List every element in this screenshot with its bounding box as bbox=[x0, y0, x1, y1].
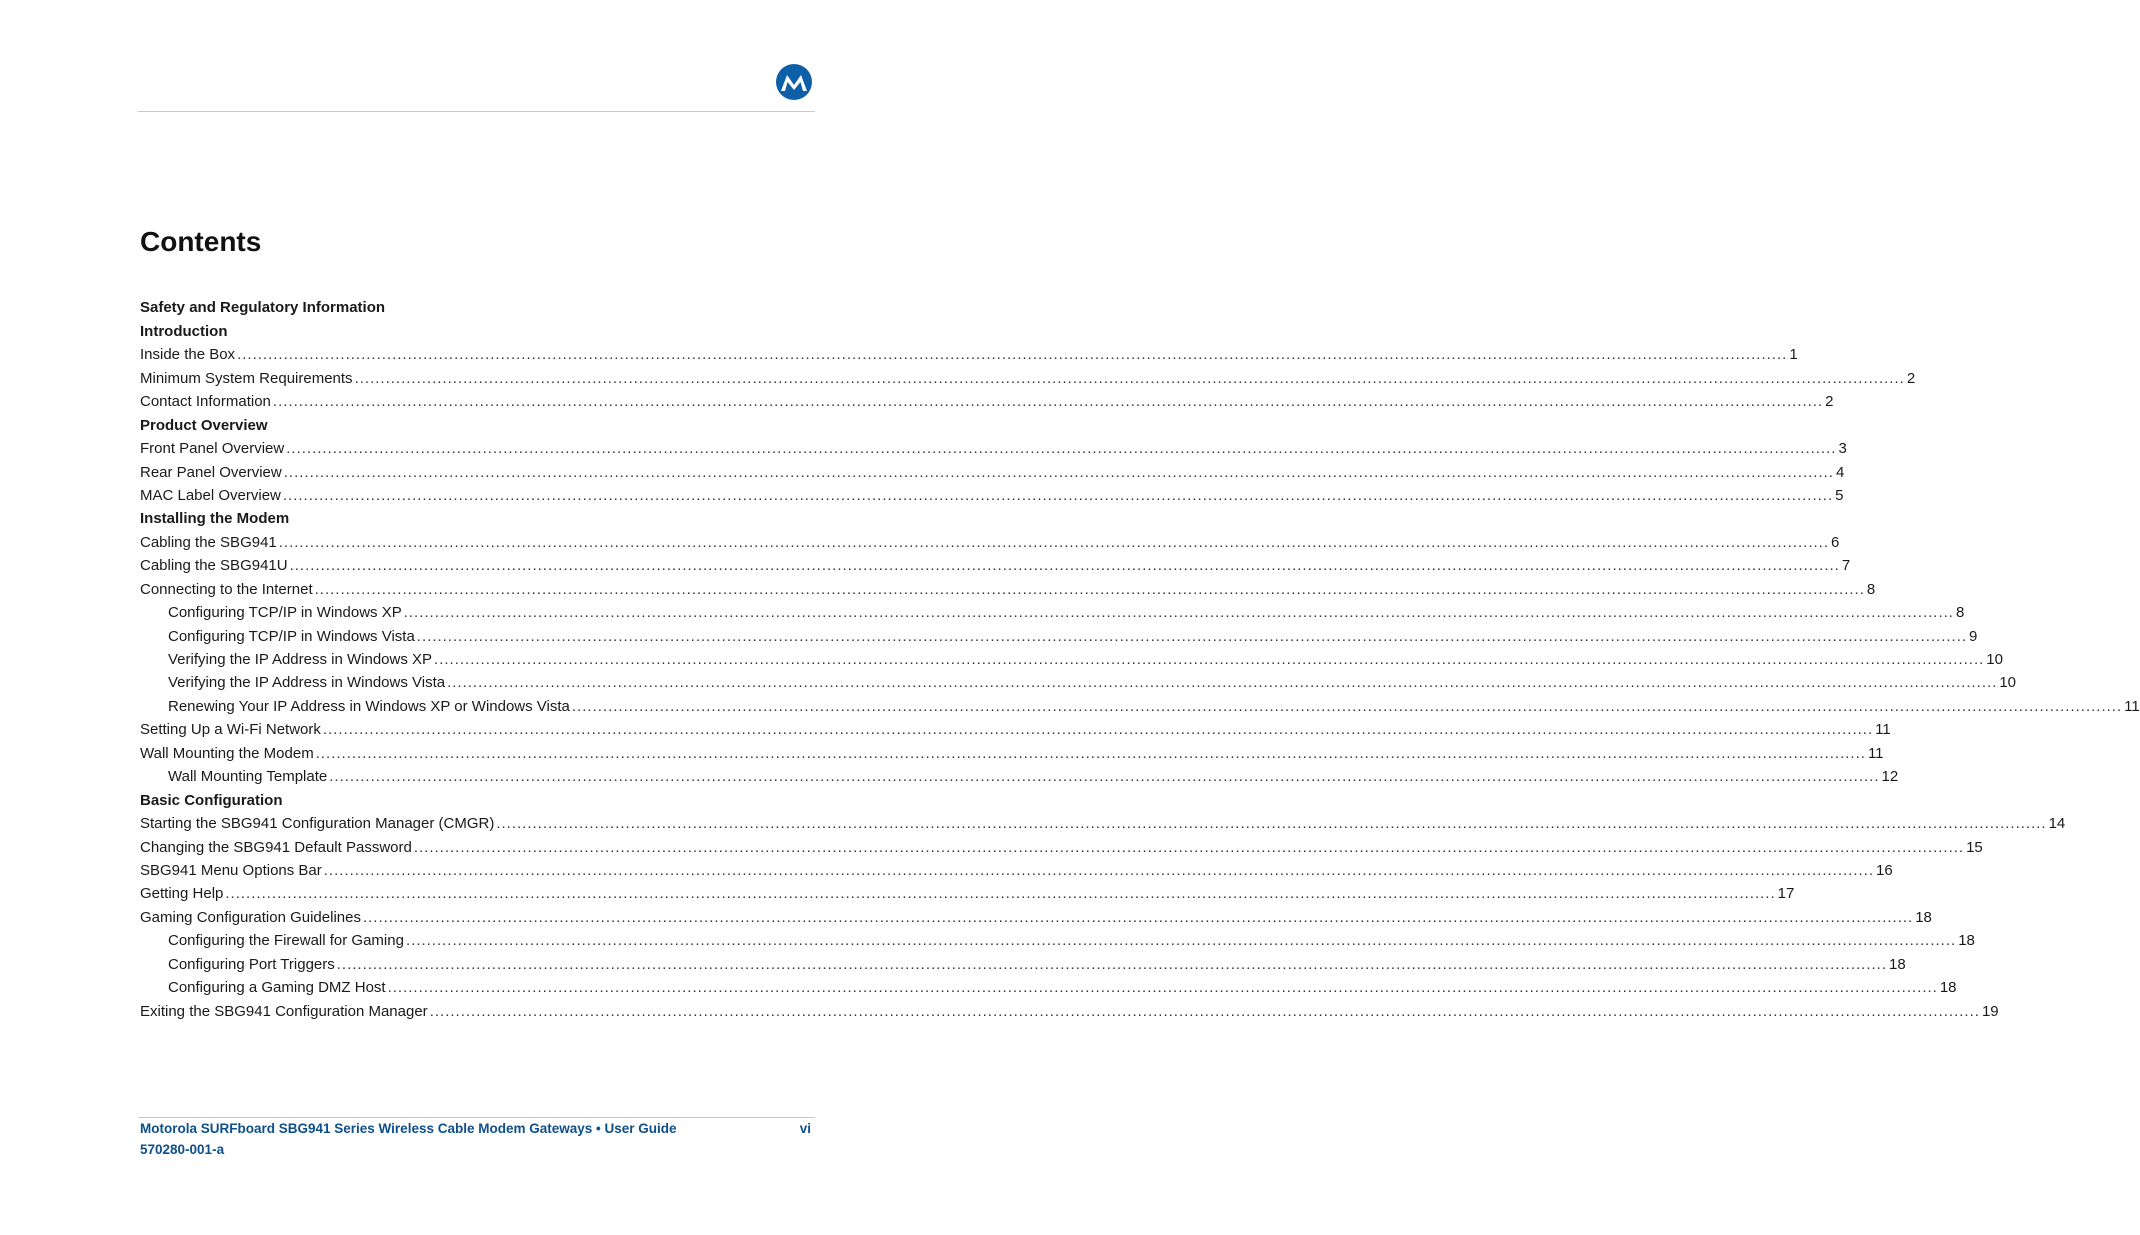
toc-dot-leader: ............................................................................................................................................................................................................................................................................................................ bbox=[286, 440, 1837, 458]
toc-section-heading bbox=[140, 506, 813, 529]
toc-section-heading bbox=[140, 318, 813, 341]
toc-dot-leader: ............................................................................................................................................................................................................................................................................................................ bbox=[571, 697, 2123, 715]
toc-entry-title: Minimum System Requirements bbox=[140, 369, 353, 387]
toc-page-number: 4 bbox=[1835, 463, 1845, 481]
toc-entry-title: Connecting to the Internet bbox=[140, 580, 313, 598]
toc-dot-leader: ............................................................................................................................................................................................................................................................................................................ bbox=[322, 721, 1874, 739]
toc-entry[interactable] bbox=[140, 576, 1876, 599]
toc-section-heading bbox=[140, 412, 813, 435]
toc-entry[interactable] bbox=[140, 975, 1957, 998]
toc-entry-title: Cabling the SBG941 bbox=[140, 533, 277, 551]
toc-entry-title: Gaming Configuration Guidelines bbox=[140, 908, 361, 926]
toc-entry[interactable] bbox=[140, 365, 1916, 388]
toc-entry[interactable] bbox=[140, 858, 1893, 881]
toc-dot-leader: ............................................................................................................................................................................................................................................................................................................ bbox=[416, 627, 1968, 645]
toc-entry[interactable] bbox=[140, 483, 1844, 506]
toc-entry[interactable] bbox=[140, 881, 1795, 904]
toc-page-number: 11 bbox=[1875, 721, 1891, 739]
toc-entry-title: Cabling the SBG941U bbox=[140, 557, 288, 575]
footer-title: Motorola SURFboard SBG941 Series Wireless Cable Modem Gateways • User Guide bbox=[140, 1121, 677, 1136]
header-divider bbox=[138, 111, 815, 112]
toc-page-number: 7 bbox=[1841, 557, 1851, 575]
toc-entry[interactable] bbox=[140, 436, 1847, 459]
toc-entry[interactable] bbox=[140, 998, 1999, 1021]
toc-page-number: 2 bbox=[1825, 393, 1834, 411]
toc-entry[interactable] bbox=[140, 529, 1840, 552]
toc-dot-leader: ............................................................................................................................................................................................................................................................................................................ bbox=[282, 486, 1834, 504]
toc-entry-title: Wall Mounting Template bbox=[168, 768, 328, 786]
toc-page-number: 2 bbox=[1906, 369, 1916, 387]
toc-entry-title: Configuring the Firewall for Gaming bbox=[168, 932, 404, 950]
toc-entry-title: Getting Help bbox=[140, 885, 224, 903]
footer-page-number: vi bbox=[799, 1121, 811, 1136]
toc-page-number: 18 bbox=[1889, 955, 1906, 973]
toc-section-title: Introduction bbox=[140, 322, 228, 340]
toc-page-number: 18 bbox=[1939, 979, 1957, 997]
toc-entry[interactable] bbox=[140, 459, 1845, 482]
toc-dot-leader: ............................................................................................................................................................................................................................................................................................................ bbox=[362, 908, 1914, 926]
toc-page-number: 1 bbox=[1789, 346, 1798, 364]
toc-dot-leader: ............................................................................................................................................................................................................................................................................................................ bbox=[387, 979, 1938, 997]
toc-entry[interactable] bbox=[140, 342, 1798, 365]
toc-dot-leader: ............................................................................................................................................................................................................................................................................................................ bbox=[354, 369, 1905, 387]
toc-entry-title: Front Panel Overview bbox=[140, 440, 285, 458]
toc-page-number: 17 bbox=[1777, 885, 1795, 903]
toc-dot-leader: ............................................................................................................................................................................................................................................................................................................ bbox=[237, 346, 1788, 364]
toc-dot-leader: ............................................................................................................................................................................................................................................................................................................ bbox=[323, 861, 1875, 879]
toc-page-number: 9 bbox=[1969, 627, 1978, 645]
toc-entry[interactable] bbox=[140, 951, 1906, 974]
toc-dot-leader: ............................................................................................................................................................................................................................................................................................................ bbox=[283, 463, 1834, 481]
toc-page-number: 5 bbox=[1835, 486, 1844, 504]
footer-doc-number: 570280-001-a bbox=[140, 1142, 225, 1157]
toc-entry[interactable] bbox=[140, 670, 2017, 693]
toc-entry-title: Inside the Box bbox=[140, 346, 236, 364]
toc-dot-leader: ............................................................................................................................................................................................................................................................................................................ bbox=[289, 557, 1840, 575]
toc-section-title: Basic Configuration bbox=[140, 791, 283, 809]
toc-dot-leader: ............................................................................................................................................................................................................................................................................................................ bbox=[329, 768, 1880, 786]
toc-entry[interactable] bbox=[140, 740, 1884, 763]
toc-entry[interactable] bbox=[140, 928, 1975, 951]
toc-page-number: 8 bbox=[1866, 580, 1876, 598]
footer-divider bbox=[138, 1117, 815, 1118]
toc-dot-leader: ............................................................................................................................................................................................................................................................................................................ bbox=[434, 651, 1985, 668]
toc-section-heading bbox=[140, 295, 813, 318]
toc-dot-leader: ............................................................................................................................................................................................................................................................................................................ bbox=[225, 885, 1776, 903]
toc-entry-title: Configuring TCP/IP in Windows Vista bbox=[168, 627, 415, 645]
toc-page-number: 19 bbox=[1981, 1002, 1999, 1020]
toc-dot-leader: ............................................................................................................................................................................................................................................................................................................ bbox=[496, 815, 2047, 833]
toc-entry[interactable] bbox=[140, 764, 1899, 787]
toc-page-number: 10 bbox=[1986, 651, 2003, 668]
toc-entry[interactable] bbox=[140, 389, 1834, 412]
toc-dot-leader: ............................................................................................................................................................................................................................................................................................................ bbox=[413, 838, 1965, 856]
toc-entry-title: Exiting the SBG941 Configuration Manager bbox=[140, 1002, 428, 1020]
toc-page-number: 18 bbox=[1915, 908, 1932, 926]
toc-entry-title: Verifying the IP Address in Windows XP bbox=[168, 651, 433, 668]
toc-section-heading bbox=[140, 787, 813, 810]
toc-page-number: 8 bbox=[1955, 604, 1965, 622]
toc-entry-title: SBG941 Menu Options Bar bbox=[140, 861, 322, 879]
toc-dot-leader: ............................................................................................................................................................................................................................................................................................................ bbox=[278, 533, 1830, 551]
toc-entry-title: Verifying the IP Address in Windows Vista bbox=[168, 674, 446, 692]
toc-entry[interactable] bbox=[140, 811, 2066, 834]
toc-dot-leader: ............................................................................................................................................................................................................................................................................................................ bbox=[405, 932, 1957, 950]
toc-entry-title: Configuring Port Triggers bbox=[168, 955, 335, 973]
toc-entry-title: Contact Information bbox=[140, 393, 271, 411]
toc-page-number: 11 bbox=[2124, 697, 2140, 715]
toc-dot-leader: ............................................................................................................................................................................................................................................................................................................ bbox=[314, 580, 1865, 598]
toc-dot-leader: ............................................................................................................................................................................................................................................................................................................ bbox=[336, 955, 1887, 973]
toc-entry-title: Rear Panel Overview bbox=[140, 463, 282, 481]
table-of-contents bbox=[140, 295, 2140, 1022]
toc-section-title: Safety and Regulatory Information bbox=[140, 299, 386, 317]
toc-entry[interactable] bbox=[140, 553, 1851, 576]
toc-dot-leader: ............................................................................................................................................................................................................................................................................................................ bbox=[272, 393, 1824, 411]
toc-page-number: 18 bbox=[1958, 932, 1975, 950]
toc-page-number: 16 bbox=[1876, 861, 1893, 879]
toc-entry-title: Setting Up a Wi-Fi Network bbox=[140, 721, 321, 739]
toc-page-number: 11 bbox=[1867, 744, 1884, 762]
page-title: Contents bbox=[140, 226, 262, 257]
toc-entry[interactable] bbox=[140, 904, 1932, 927]
toc-entry[interactable] bbox=[140, 600, 1965, 623]
toc-entry-title: Starting the SBG941 Configuration Manager (CMGR) bbox=[140, 815, 495, 833]
toc-page-number: 14 bbox=[2048, 815, 2066, 833]
toc-page-number: 12 bbox=[1881, 768, 1899, 786]
motorola-logo-icon bbox=[776, 64, 812, 100]
toc-entry-title: Configuring TCP/IP in Windows XP bbox=[168, 604, 402, 622]
toc-entry[interactable] bbox=[140, 717, 1891, 740]
toc-entry-title: Changing the SBG941 Default Password bbox=[140, 838, 412, 856]
toc-dot-leader: ............................................................................................................................................................................................................................................................................................................ bbox=[315, 744, 1866, 762]
toc-entry-title: Wall Mounting the Modem bbox=[140, 744, 314, 762]
toc-dot-leader: ............................................................................................................................................................................................................................................................................................................ bbox=[429, 1002, 1980, 1020]
toc-entry-title: Configuring a Gaming DMZ Host bbox=[168, 979, 386, 997]
toc-page-number: 3 bbox=[1838, 440, 1847, 458]
toc-entry[interactable] bbox=[140, 647, 2003, 670]
toc-page-number: 6 bbox=[1831, 533, 1840, 551]
toc-section-title: Product Overview bbox=[140, 416, 268, 434]
toc-entry[interactable] bbox=[140, 834, 1983, 857]
toc-section-title: Installing the Modem bbox=[140, 510, 290, 528]
toc-page-number: 10 bbox=[1999, 674, 2017, 692]
batwing-icon bbox=[780, 72, 808, 92]
toc-dot-leader: ............................................................................................................................................................................................................................................................................................................ bbox=[447, 674, 1998, 692]
toc-page-number: 15 bbox=[1966, 838, 1983, 856]
toc-entry-title: MAC Label Overview bbox=[140, 486, 281, 504]
toc-dot-leader: ............................................................................................................................................................................................................................................................................................................ bbox=[403, 604, 1954, 622]
toc-entry-title: Renewing Your IP Address in Windows XP or Windows Vista bbox=[168, 697, 570, 715]
toc-entry[interactable] bbox=[140, 693, 2140, 716]
toc-entry[interactable] bbox=[140, 623, 1978, 646]
